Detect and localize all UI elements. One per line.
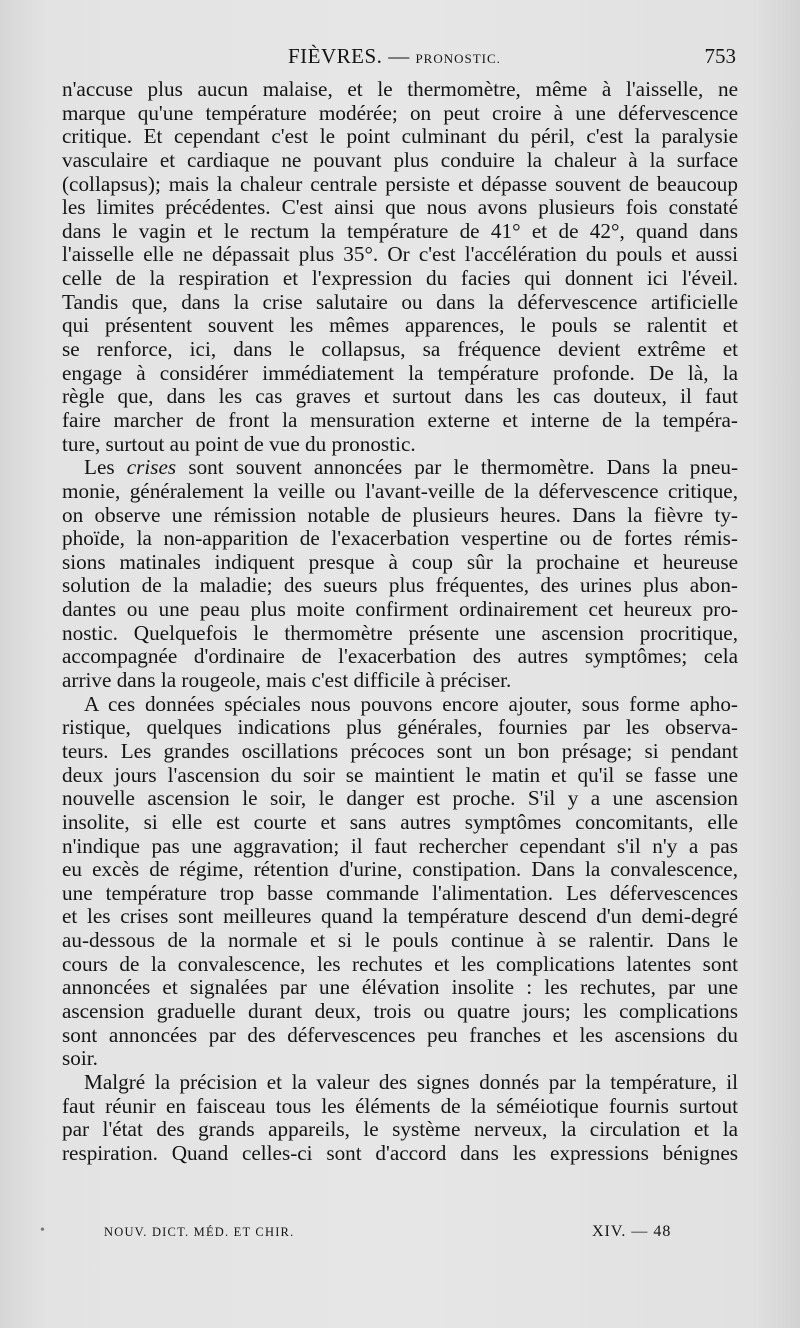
text-line: l'aisselle elle ne dépassait plus 35°. Or c'est l'accélération du pouls et aussi: [62, 242, 738, 267]
text-line: monie, généralement la veille ou l'avant-veille de la défervescence critique,: [62, 478, 738, 503]
text-line: et les crises sont meilleures quand la température descend d'un demi-degré: [62, 904, 738, 929]
text-line: faut réunir en faisceau tous les éléments de la séméiotique fournis surtout: [62, 1093, 738, 1118]
text-line: sont annoncées par des défervescences peu franches et les ascensions du: [62, 1022, 738, 1047]
text-line: dantes ou une peau plus moite confirment ordinairement cet heureux pro-: [62, 597, 738, 622]
text-line: vasculaire et cardiaque ne pouvant plus conduire la chaleur à la surface: [62, 147, 738, 172]
paragraph-end-line: ture, surtout au point de vue du pronostic.: [62, 431, 416, 456]
text-line: se renforce, ici, dans le collapsus, sa fréquence devient extrême et: [62, 337, 738, 362]
text-line: sions matinales indiquent presque à coup sûr la prochaine et heureuse: [62, 549, 738, 574]
text-line: phoïde, la non-apparition de l'exacerbation vespertine ou de fortes rémis-: [62, 526, 738, 551]
text-line: faire marcher de front la mensuration externe et interne de la tempéra-: [62, 407, 738, 432]
text-line: Tandis que, dans la crise salutaire ou dans la défervescence artificielle: [62, 289, 738, 314]
paragraph-end-line: soir.: [62, 1046, 98, 1071]
page-number: 753: [704, 44, 736, 68]
text-line: accompagnée d'ordinaire de l'exacerbation des autres symptômes; cela: [62, 644, 738, 669]
text-line: teurs. Les grandes oscillations précoces sont un bon présage; si pendant: [62, 738, 738, 763]
text-line: ristique, quelques indications plus générales, fournies par les observa-: [62, 715, 738, 740]
text-line: au-dessous de la normale et si le pouls continue à se ralentir. Dans le: [62, 928, 738, 953]
text-line: dans le vagin et le rectum la température de 41° et de 42°, quand dans: [62, 218, 738, 243]
page-footer: [40, 1223, 738, 1245]
text-line: les limites précédentes. C'est ainsi que nous avons plusieurs fois constaté: [62, 195, 738, 220]
text-line: eu excès de régime, rétention d'urine, constipation. Dans la convalescence,: [62, 857, 738, 882]
paragraph-start-line: A ces données spéciales nous pouvons encore ajouter, sous forme apho-: [84, 691, 738, 716]
text-line: cours de la convalescence, les rechutes et les complications latentes sont: [62, 951, 738, 976]
text-line: ascension graduelle durant deux, trois ou quatre jours; les complications: [62, 998, 738, 1023]
text-line: solution de la maladie; des sueurs plus fréquentes, des urines plus abon-: [62, 573, 738, 598]
signature-mark: XIV. — 48: [592, 1223, 672, 1240]
section-title: PRONOSTIC.: [415, 51, 501, 66]
text-line: qui présentent souvent les mêmes apparences, le pouls se ralentit et: [62, 313, 738, 338]
bullet-mark: •: [40, 1223, 45, 1238]
text-line: n'indique pas une aggravation; il faut rechercher cependant s'il n'y a pas: [62, 833, 738, 858]
text-line: une température trop basse commande l'alimentation. Les défervescences: [62, 880, 738, 905]
text-line: par l'état des grands appareils, le système nerveux, la circulation et la: [62, 1117, 738, 1142]
text-line: n'accuse plus aucun malaise, et le thermomètre, même à l'aisselle, ne: [62, 77, 738, 101]
text-line: nouvelle ascension le soir, le danger est proche. S'il y a une ascension: [62, 786, 738, 811]
running-header: [62, 44, 738, 74]
imprint: NOUV. DICT. MÉD. ET CHIR.: [104, 1225, 295, 1239]
paragraph-end-line: arrive dans la rougeole, mais c'est difficile à préciser.: [62, 668, 512, 693]
text-line: (collapsus); mais la chaleur centrale persiste et dépasse souvent de beaucoup: [62, 171, 738, 196]
text-line: celle de la respiration et l'expression du facies qui donnent ici l'éveil.: [62, 266, 738, 291]
text-line: critique. Et cependant c'est le point culminant du péril, c'est la paralysie: [62, 124, 738, 149]
text-line: marque qu'une température modérée; on peut croire à une défervescence: [62, 100, 738, 125]
running-title: FIÈVRES. — PRONOSTIC.: [288, 44, 501, 68]
text-line: respiration. Quand celles-ci sont d'accord dans les expressions bénignes: [62, 1140, 738, 1165]
text-line: nostic. Quelquefois le thermomètre présente une ascension procritique,: [62, 620, 738, 645]
text-line: annoncées et signalées par une élévation insolite : les rechutes, par une: [62, 975, 738, 1000]
text-line: insolite, si elle est courte et sans autres symptômes concomitants, elle: [62, 809, 738, 834]
paragraph-start-line: Les crises sont souvent annoncées par le thermomètre. Dans la pneu-: [84, 455, 738, 480]
text-line: on observe une rémission notable de plusieurs heures. Dans la fièvre ty-: [62, 502, 738, 527]
text-line: deux jours l'ascension du soir se maintient le matin et qu'il se fasse une: [62, 762, 738, 787]
paragraph-start-line: Malgré la précision et la valeur des signes donnés par la température, il: [84, 1069, 738, 1094]
text-line: règle que, dans les cas graves et surtout dans les cas douteux, il faut: [62, 384, 738, 409]
emphasized-word: crises: [126, 455, 177, 480]
body-text: [62, 78, 738, 1165]
text-line: engage à considérer immédiatement la température profonde. De là, la: [62, 360, 738, 385]
